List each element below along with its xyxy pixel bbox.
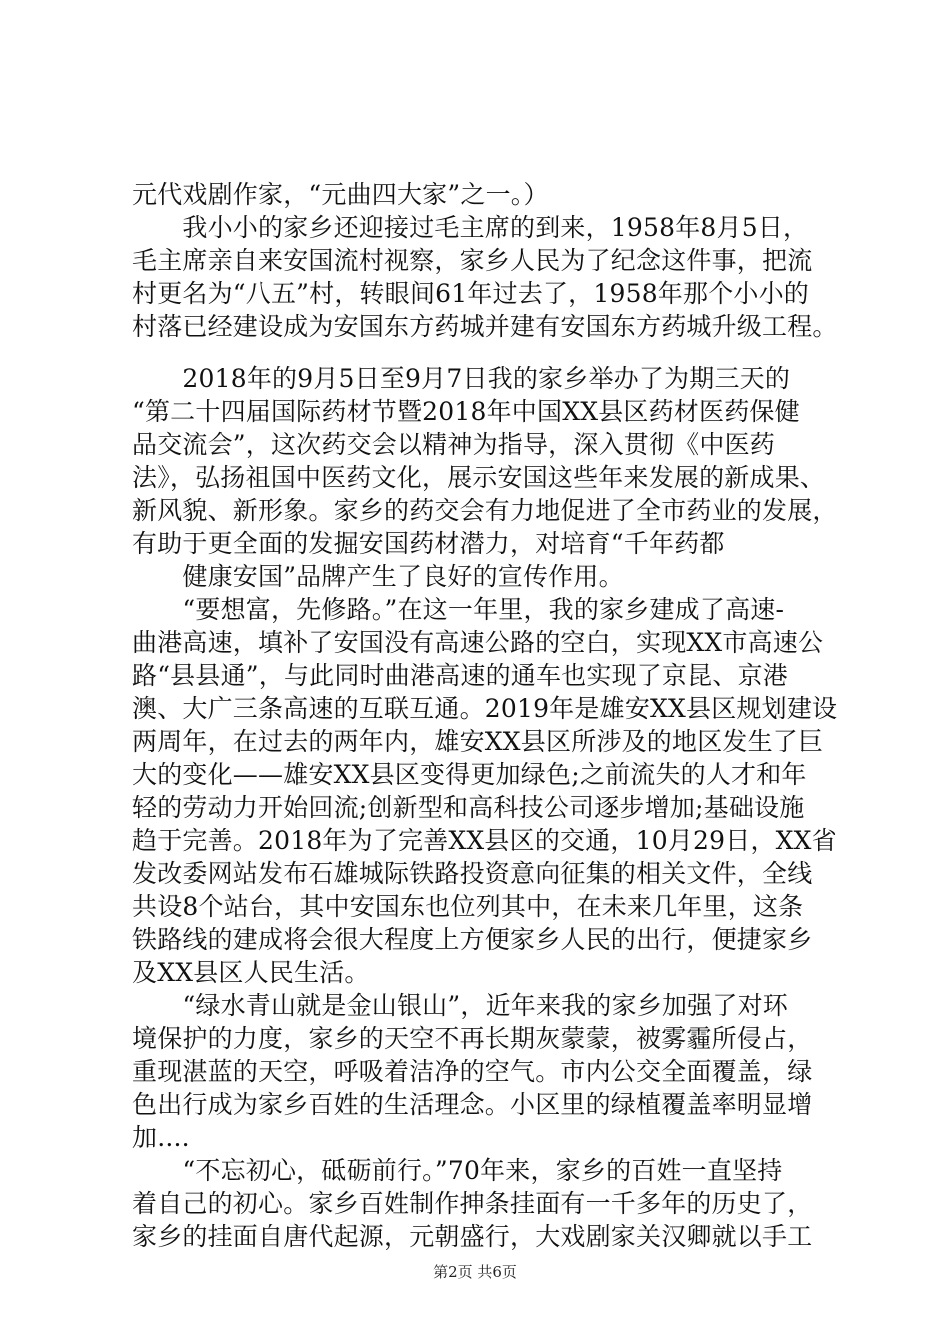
text-line: “绿水青山就是金山银山”，近年来我的家乡加强了对环 — [132, 991, 788, 1020]
text-line: 曲港高速，填补了安国没有高速公路的空白，实现XX市高速公 — [132, 628, 824, 657]
text-line: “要想富，先修路。”在这一年里，我的家乡建成了高速- — [132, 595, 785, 624]
text-line: 铁路线的建成将会很大程度上方便家乡人民的出行，便捷家乡 — [132, 925, 813, 954]
text-line: 我小小的家乡还迎接过毛主席的到来，1958年8月5日， — [132, 213, 809, 242]
text-line: 元代戏剧作家，“元曲四大家”之一。） — [132, 180, 549, 209]
text-line: 加.... — [132, 1123, 190, 1152]
text-line: 境保护的力度，家乡的天空不再长期灰蒙蒙，被雾霾所侵占， — [132, 1024, 813, 1053]
text-line: 毛主席亲自来安国流村视察，家乡人民为了纪念这件事，把流 — [132, 246, 813, 275]
text-line: 健康安国”品牌产生了良好的宣传作用。 — [132, 562, 624, 591]
text-line: 澳、大广三条高速的互联互通。2019年是雄安XX县区规划建设 — [132, 694, 838, 723]
text-line: 家乡的挂面自唐代起源，元朝盛行，大戏剧家关汉卿就以手工 — [132, 1222, 813, 1251]
text-line: 及XX县区人民生活。 — [132, 958, 370, 987]
text-line: 品交流会”，这次药交会以精神为指导，深入贯彻《中医药 — [132, 430, 775, 459]
text-line: 法》，弘扬祖国中医药文化，展示安国这些年来发展的新成果、 — [132, 463, 826, 492]
text-line: 大的变化——雄安XX县区变得更加绿色;之前流失的人才和年 — [132, 760, 807, 789]
text-line: 村更名为“八五”村，转眼间61年过去了，1958年那个小小的 — [132, 279, 809, 308]
text-line: 2018年的9月5日至9月7日我的家乡举办了为期三天的 — [132, 364, 791, 393]
text-line: “第二十四届国际药材节暨2018年中国XX县区药材医药保健 — [132, 397, 800, 426]
text-line: 趋于完善。2018年为了完善XX县区的交通，10月29日，XX省 — [132, 826, 837, 855]
text-line: 共设8个站台，其中安国东也位列其中，在未来几年里，这条 — [132, 892, 804, 921]
text-line: 新风貌、新形象。家乡的药交会有力地促进了全市药业的发展， — [132, 496, 838, 525]
text-line: 发改委网站发布石雄城际铁路投资意向征集的相关文件，全线 — [132, 859, 813, 888]
text-line: 两周年，在过去的两年内，雄安XX县区所涉及的地区发生了巨 — [132, 727, 824, 756]
text-line: 有助于更全面的发掘安国药材潜力，对培育“千年药都 — [132, 529, 725, 558]
text-line: 重现湛蓝的天空，呼吸着洁净的空气。市内公交全面覆盖，绿 — [132, 1057, 813, 1086]
text-line: 色出行成为家乡百姓的生活理念。小区里的绿植覆盖率明显增 — [132, 1090, 813, 1119]
text-line: 村落已经建设成为安国东方药城并建有安国东方药城升级工程。 — [132, 312, 838, 341]
page-footer: 第2页 共6页 — [433, 1263, 517, 1281]
text-line: “不忘初心，砥砺前行。”70年来，家乡的百姓一直坚持 — [132, 1156, 783, 1185]
text-line: 着自己的初心。家乡百姓制作抻条挂面有一千多年的历史了， — [132, 1189, 813, 1218]
text-line: 路“县县通”，与此同时曲港高速的通车也实现了京昆、京港 — [132, 661, 788, 690]
text-line: 轻的劳动力开始回流;创新型和高科技公司逐步增加;基础设施 — [132, 793, 805, 822]
